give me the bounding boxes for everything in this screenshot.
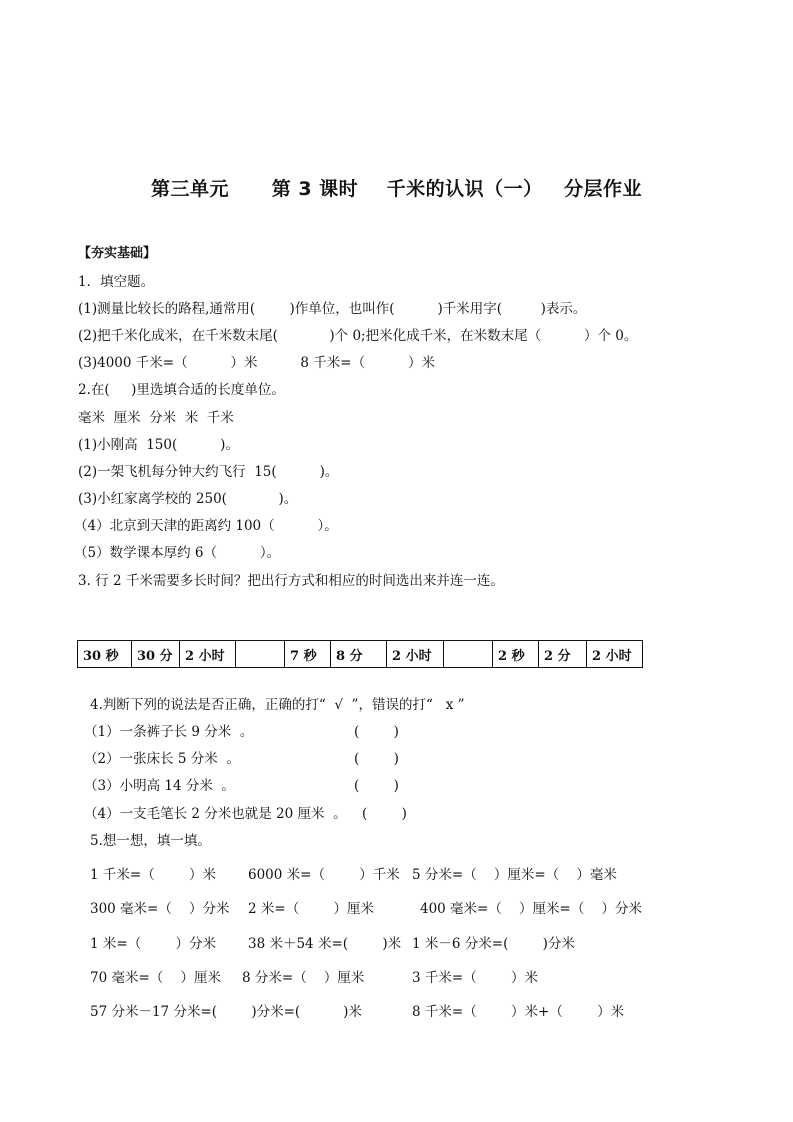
q4-item-1: （1）一条裤子长 9 分米 。 [84,724,254,740]
table-cell: 30 分 [132,641,180,668]
q5-row5-col3: 8 千米=（ ）米+（ ）米 [412,1004,625,1020]
table-cell: 7 秒 [285,641,331,668]
q5-row3-col2: 38 米＋54 米=( )米 [248,936,402,952]
q2-units: 毫米 厘米 分米 米 千米 [78,410,234,426]
q2-heading: 2.在( )里选填合适的长度单位。 [78,382,285,398]
q4-answer-3: ( ) [354,778,399,794]
table-cell: 2 小时 [587,641,643,668]
section-heading: 【夯实基础】 [78,246,157,261]
q4-item-4: （4）一支毛笔长 2 分米也就是 20 厘米 。 [84,806,347,822]
q2-item-4: （4）北京到天津的距离约 100（ ）。 [74,518,338,534]
table-cell: 2 秒 [493,641,539,668]
q5-row5-col1: 57 分米－17 分米=( )分米=( )米 [90,1004,362,1020]
q4-answer-4: ( ) [362,806,407,822]
table-cell: 8 分 [331,641,387,668]
q5-heading: 5.想一想，填一填。 [90,833,211,849]
table-cell: 30 秒 [78,641,132,668]
table-cell: 2 小时 [180,641,236,668]
table-cell [444,641,493,668]
q4-answer-2: ( ) [354,751,399,767]
q2-item-2: (2)一架飞机每分钟大约飞行 15( )。 [78,464,339,480]
q5-row1-col3: 5 分米=（ ）厘米=（ ）毫米 [412,867,617,883]
q1-item-1: (1)测量比较长的路程,通常用( )作单位，也叫作( )千米用字( )表示。 [78,301,587,317]
q4-heading: 4.判断下列的说法是否正确，正确的打“ √ ”，错误的打“ x ” [90,697,465,713]
q2-item-5: （5）数学课本厚约 6（ ）。 [74,545,281,561]
q5-row2-col3: 400 毫米=（ ）厘米=（ ）分米 [420,901,643,917]
q1-heading: 1．填空题。 [78,274,155,290]
q4-item-3: （3）小明高 14 分米 。 [84,778,235,794]
q5-row1-col1: 1 千米=（ ）米 [90,867,217,883]
q4-item-2: （2）一张床长 5 分米 。 [84,751,240,767]
q5-row1-col2: 6000 米=（ ）千米 [248,867,400,883]
table-cell: 2 小时 [387,641,444,668]
q2-item-3: (3)小红家离学校的 250( )。 [78,491,298,507]
q5-row3-col1: 1 米=（ ）分米 [90,936,217,952]
q4-answer-1: ( ) [354,724,399,740]
q5-row4-col3: 3 千米=（ ）米 [412,970,539,986]
q5-row2-col1: 300 毫米=（ ）分米 [90,901,230,917]
q5-row4-col1: 70 毫米=（ ）厘米 [90,970,221,986]
q1-item-3: (3)4000 千米=（ ）米 8 千米=（ ）米 [78,355,436,371]
q3-heading: 3. 行 2 千米需要多长时间？把出行方式和相应的时间选出来并连一连。 [78,573,504,589]
table-cell [236,641,285,668]
q3-options-table [77,640,643,668]
q5-row3-col3: 1 米－6 分米=( )分米 [412,936,575,952]
q1-item-2: (2)把千米化成米，在千米数末尾( )个 0;把米化成千米，在米数末尾（ ）个 0。 [78,328,638,344]
q5-row2-col2: 2 米=（ ）厘米 [248,901,375,917]
q5-row4-col2: 8 分米=（ ）厘米 [242,970,365,986]
q2-item-1: (1)小刚高 150( )。 [78,437,239,453]
table-cell: 2 分 [539,641,587,668]
table-row [78,641,643,668]
page-title: 第三单元 第 3 课时 千米的认识（一） 分层作业 [151,178,642,200]
